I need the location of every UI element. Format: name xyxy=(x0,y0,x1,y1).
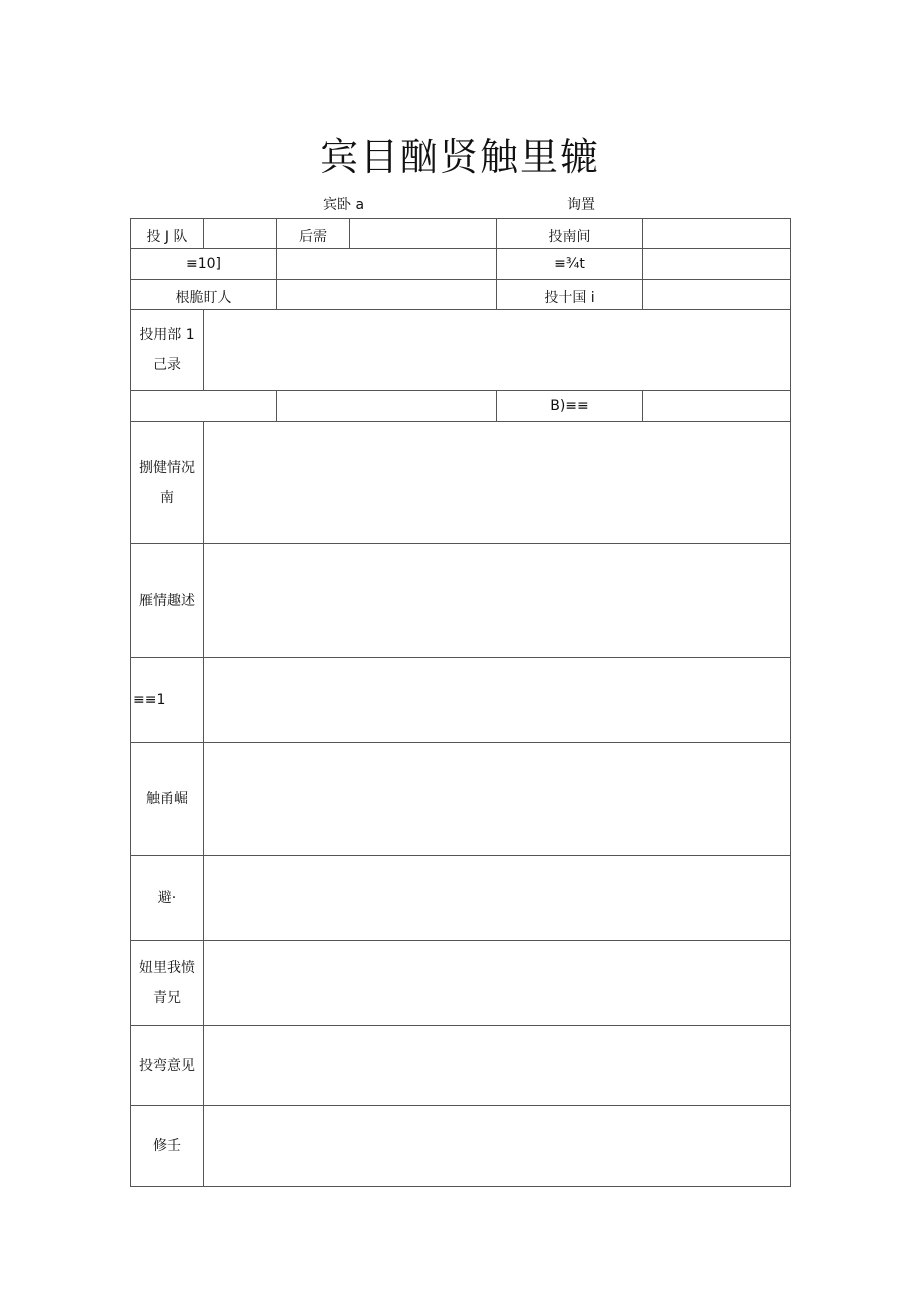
value-cell[interactable] xyxy=(204,1026,791,1106)
value-cell[interactable] xyxy=(204,1106,791,1187)
table-row xyxy=(131,1026,791,1106)
table-row xyxy=(131,658,791,743)
label-line: 南 xyxy=(160,489,174,506)
table-row xyxy=(131,1106,791,1187)
label-cell: 修壬 xyxy=(131,1106,204,1187)
value-cell[interactable] xyxy=(204,941,791,1026)
label-line: 妞里我愤 xyxy=(139,960,195,976)
label-line: 己录 xyxy=(153,357,181,373)
value-cell[interactable] xyxy=(643,280,791,310)
label-line: 投用部 1 xyxy=(139,327,195,343)
label-line: 捌健情况 xyxy=(139,459,195,476)
label-cell: 后需 xyxy=(277,219,350,249)
label-cell: ≡10] xyxy=(131,249,277,280)
value-cell[interactable] xyxy=(131,391,277,422)
value-cell[interactable] xyxy=(277,249,497,280)
label-cell: 雁情趣述 xyxy=(131,544,204,658)
table-row xyxy=(131,310,791,391)
label-cell: 触甬崛 xyxy=(131,743,204,856)
label-line: 青兄 xyxy=(153,990,181,1006)
value-cell[interactable] xyxy=(204,658,791,743)
table-row xyxy=(131,856,791,941)
value-cell[interactable] xyxy=(643,219,791,249)
label-cell: 投 J 队 xyxy=(131,219,204,249)
label-cell: 避· xyxy=(131,856,204,941)
table-row xyxy=(131,280,791,310)
label-cell: 投十国 i xyxy=(497,280,643,310)
label-cell xyxy=(131,941,204,1026)
label-cell: B)≡≡ xyxy=(497,391,643,422)
value-cell[interactable] xyxy=(204,856,791,941)
table-row xyxy=(131,941,791,1026)
label-cell: 投南间 xyxy=(497,219,643,249)
value-cell[interactable] xyxy=(204,310,791,391)
table-row xyxy=(131,422,791,544)
form-table xyxy=(130,218,791,1187)
value-cell[interactable] xyxy=(277,280,497,310)
value-cell[interactable] xyxy=(643,391,791,422)
table-row xyxy=(131,391,791,422)
label-cell: ≡≡1 xyxy=(131,658,204,743)
table-row xyxy=(131,544,791,658)
label-cell: 投弯意见 xyxy=(131,1026,204,1106)
value-cell[interactable] xyxy=(204,743,791,856)
page-title: 宾目酗贤触里辘 xyxy=(319,135,600,179)
table-row xyxy=(131,219,791,249)
label-cell xyxy=(131,310,204,391)
label-cell: 根脆盯人 xyxy=(131,280,277,310)
value-cell[interactable] xyxy=(204,219,277,249)
table-row xyxy=(131,743,791,856)
label-cell: ≡¾t xyxy=(497,249,643,280)
value-cell[interactable] xyxy=(350,219,497,249)
table-row xyxy=(131,249,791,280)
value-cell[interactable] xyxy=(643,249,791,280)
subheader-left: 宾卧 a xyxy=(323,197,365,213)
label-cell xyxy=(131,422,204,544)
value-cell[interactable] xyxy=(204,544,791,658)
value-cell[interactable] xyxy=(277,391,497,422)
subheader-right: 询置 xyxy=(567,197,595,213)
value-cell[interactable] xyxy=(204,422,791,544)
